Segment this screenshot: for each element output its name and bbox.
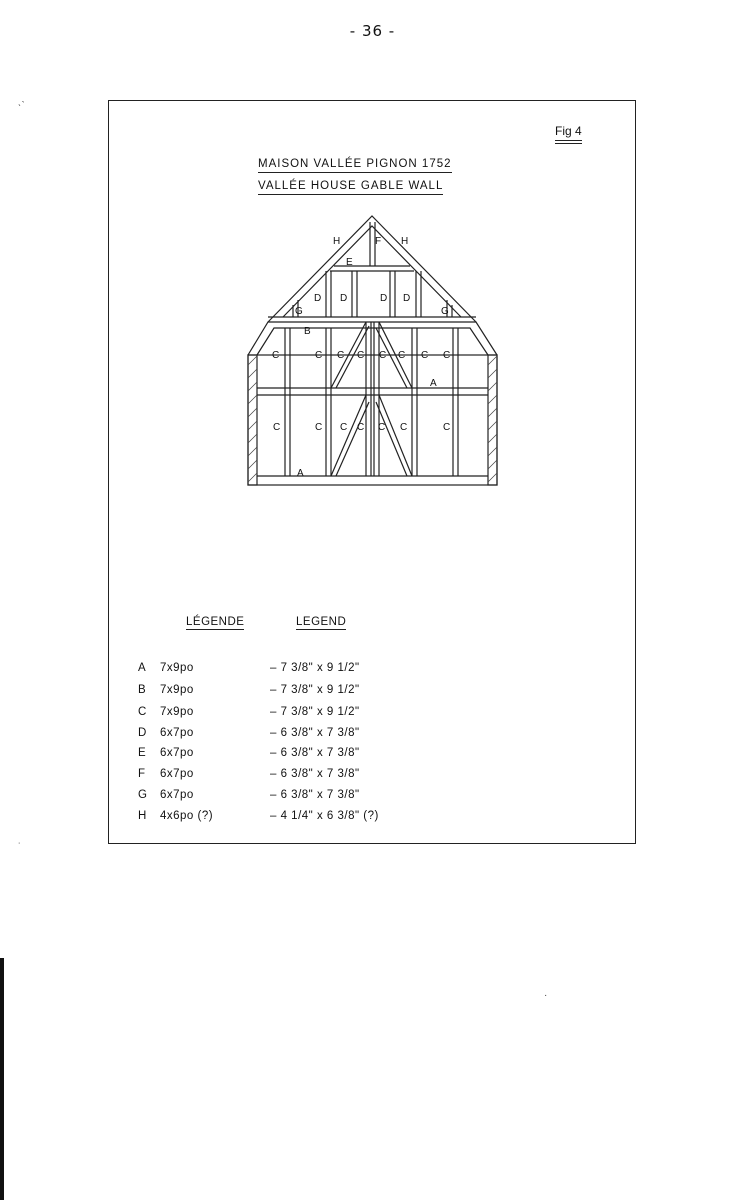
label-f: F	[375, 236, 382, 247]
legend-letter: D	[138, 727, 147, 739]
legend-metric-size: 4x6po (?)	[160, 810, 214, 822]
legend-letter: B	[138, 684, 146, 696]
label-c: C	[379, 350, 387, 361]
legend-metric-size: 7x9po	[160, 706, 194, 718]
left-hatched-post	[248, 355, 257, 485]
right-hatched-post	[488, 355, 497, 485]
scan-speck: ·	[544, 990, 548, 1001]
figure-label: Fig 4	[555, 124, 582, 141]
legend-imperial-size: – 7 3/8" x 9 1/2"	[270, 662, 360, 674]
legend-metric-size: 6x7po	[160, 727, 194, 739]
legend-heading-english: LEGEND	[296, 616, 347, 628]
legend-metric-size: 6x7po	[160, 789, 194, 801]
legend-imperial-size: – 6 3/8" x 7 3/8"	[270, 727, 360, 739]
label-h-right: H	[401, 236, 409, 247]
label-a: A	[430, 378, 437, 389]
label-b: B	[304, 326, 311, 337]
label-c: C	[337, 350, 345, 361]
label-c: C	[357, 422, 365, 433]
legend-letter: G	[138, 789, 147, 801]
scan-speck: ˎ˴	[18, 96, 25, 107]
label-h-left: H	[333, 236, 341, 247]
legend-heading-french: LÉGENDE	[186, 616, 245, 628]
legend-imperial-size: – 4 1/4" x 6 3/8" (?)	[270, 810, 379, 822]
label-d: D	[403, 293, 411, 304]
label-g-left: G	[295, 306, 303, 317]
legend-letter: H	[138, 810, 147, 822]
label-d: D	[314, 293, 322, 304]
legend-imperial-size: – 7 3/8" x 9 1/2"	[270, 706, 360, 718]
label-g-right: G	[441, 306, 449, 317]
scan-speck: ˙	[18, 842, 22, 853]
label-c: C	[273, 422, 281, 433]
figure-title-french: MAISON VALLÉE PIGNON 1752	[258, 158, 452, 173]
legend-metric-size: 6x7po	[160, 747, 194, 759]
legend-imperial-size: – 6 3/8" x 7 3/8"	[270, 747, 360, 759]
label-c: C	[340, 422, 348, 433]
label-c: C	[443, 350, 451, 361]
label-a: A	[297, 468, 304, 479]
figure-title-english: VALLÉE HOUSE GABLE WALL	[258, 180, 443, 195]
legend-metric-size: 7x9po	[160, 684, 194, 696]
legend-imperial-size: – 6 3/8" x 7 3/8"	[270, 789, 360, 801]
legend-imperial-size: – 6 3/8" x 7 3/8"	[270, 768, 360, 780]
label-c: C	[400, 422, 408, 433]
legend-letter: E	[138, 747, 146, 759]
label-c: C	[315, 350, 323, 361]
legend-letter: F	[138, 768, 146, 780]
legend-letter: C	[138, 706, 147, 718]
label-c: C	[315, 422, 323, 433]
legend-letter: A	[138, 662, 146, 674]
label-e: E	[346, 257, 353, 268]
label-c: C	[357, 350, 365, 361]
label-d: D	[340, 293, 348, 304]
label-c: C	[272, 350, 280, 361]
label-c: C	[398, 350, 406, 361]
label-c: C	[443, 422, 451, 433]
legend-imperial-size: – 7 3/8" x 9 1/2"	[270, 684, 360, 696]
legend-metric-size: 7x9po	[160, 662, 194, 674]
page-number: - 36 -	[349, 22, 396, 40]
label-c: C	[378, 422, 386, 433]
legend-metric-size: 6x7po	[160, 768, 194, 780]
label-c: C	[421, 350, 429, 361]
label-d: D	[380, 293, 388, 304]
